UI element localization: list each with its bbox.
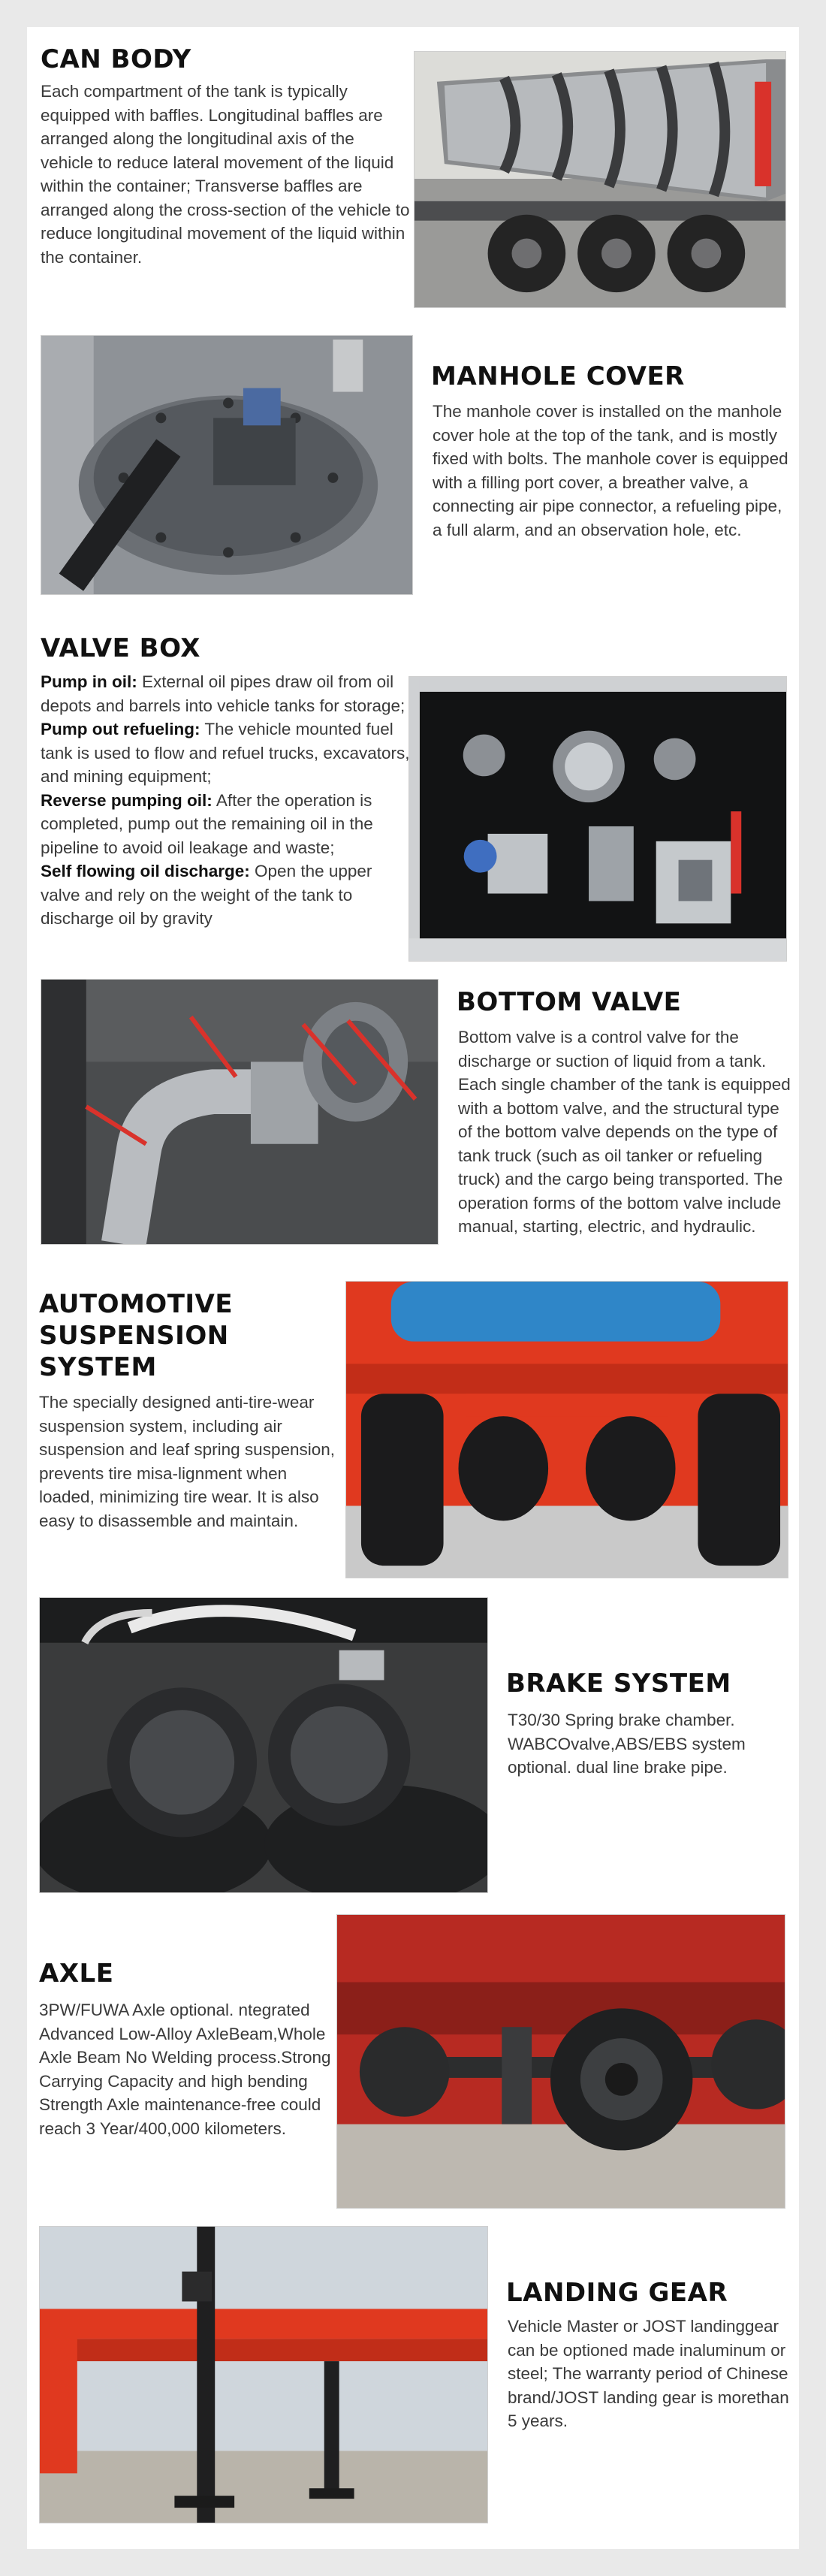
section-title: CAN BODY xyxy=(41,44,191,74)
section-brake-system xyxy=(27,1597,799,1905)
section-title: MANHOLE COVER xyxy=(431,361,685,391)
function-label: Self flowing oil discharge: xyxy=(41,862,250,880)
valve-function-list xyxy=(41,670,410,931)
air-suspension-photo xyxy=(345,1281,788,1578)
function-label: Pump out refueling: xyxy=(41,720,200,738)
valve-box-photo xyxy=(408,676,787,962)
valve-function-item xyxy=(41,717,410,789)
section-title: BRAKE SYSTEM xyxy=(506,1669,731,1699)
axle-photo xyxy=(336,1914,785,2209)
section-manhole-cover xyxy=(27,328,799,605)
section-description: The manhole cover is installed on the manhole cover hole at the top of the tank, and is mostly fixed with bolts. The manhole cover is equipped with a filling port cover, a breather valve, a connecting air pipe connector, a refueling pipe, a full alarm, and an observation hole, etc. xyxy=(433,402,788,539)
section-landing-gear xyxy=(27,2217,799,2547)
valve-function-item xyxy=(41,789,410,860)
function-text: After the operation is completed, pump out the remaining oil in the pipeline to avoid oil leakage and waste; xyxy=(41,790,373,857)
function-label: Reverse pumping oil: xyxy=(41,790,213,810)
section-description: Vehicle Master or JOST landinggear can be optioned made inaluminum or steel; The warranty period of Chinese brand/JOST landing gear is morethan 5 years. xyxy=(508,2317,789,2430)
section-can-body xyxy=(27,27,799,313)
section-title: VALVE BOX xyxy=(41,633,200,663)
section-bottom-valve xyxy=(27,970,799,1270)
section-title: LANDING GEAR xyxy=(506,2278,728,2308)
valve-function-item xyxy=(41,670,410,717)
function-label: Pump in oil: xyxy=(41,672,137,691)
manhole-photo xyxy=(41,335,413,595)
title-line: SYSTEM xyxy=(39,1352,157,1382)
bottom-valve-photo xyxy=(41,979,439,1245)
function-text: Open the upper valve and rely on the weight of the tank to discharge oil by gravity xyxy=(41,862,372,928)
section-title: AXLE xyxy=(39,1958,114,1989)
title-line: SUSPENSION xyxy=(39,1321,229,1351)
section-title: BOTTOM VALVE xyxy=(457,987,682,1017)
function-text: External oil pipes draw oil from oil depots and barrels into vehicle tanks for storage; xyxy=(41,672,405,715)
valve-function-item xyxy=(41,859,410,931)
section-suspension xyxy=(27,1278,799,1586)
section-description: T30/30 Spring brake chamber. WABCOvalve,ABS/EBS system optional. dual line brake pipe. xyxy=(508,1711,746,1777)
section-description: Each compartment of the tank is typically equipped with baffles. Longitudinal baffles are arranged along the longitudinal axis of the vehicle to reduce lateral movement of the liquid within the container; Transverse baffles are arranged along the cross-section of the vehicle to reduce longitudinal movement of the liquid within the container. xyxy=(41,82,410,267)
section-valve-box xyxy=(27,613,799,966)
brake-chamber-photo xyxy=(39,1597,488,1893)
product-detail-page xyxy=(27,27,799,2549)
tank-photo xyxy=(414,51,786,308)
section-description: 3PW/FUWA Axle optional. ntegrated Advanced Low-Alloy AxleBeam,Whole Axle Beam No Welding process.Strong Carrying Capacity and high bending Strength Axle maintenance-free could reach 3 Year/400,000 kilometers. xyxy=(39,2001,331,2138)
landing-gear-photo xyxy=(39,2226,488,2523)
section-description: Bottom valve is a control valve for the discharge or suction of liquid from a tank. Each single chamber of the tank is equipped with a bottom valve, and the structural type of the bottom valve depends on the type of tank truck (such as oil tanker or refueling truck) and the cargo being transported. The operation forms of the bottom valve include manual, starting, electric, and hydraulic. xyxy=(458,1028,791,1236)
section-title xyxy=(39,1288,233,1383)
function-text: The vehicle mounted fuel tank is used to flow and refuel trucks, excavators, and mining equipment; xyxy=(41,720,410,786)
title-line: AUTOMOTIVE xyxy=(39,1289,234,1319)
section-axle xyxy=(27,1905,799,2213)
section-description: The specially designed anti-tire-wear suspension system, including air suspension and leaf spring suspension, prevents tire misa-lignment when loaded, minimizing tire wear. It is also easy to disassemble and maintain. xyxy=(39,1393,336,1530)
